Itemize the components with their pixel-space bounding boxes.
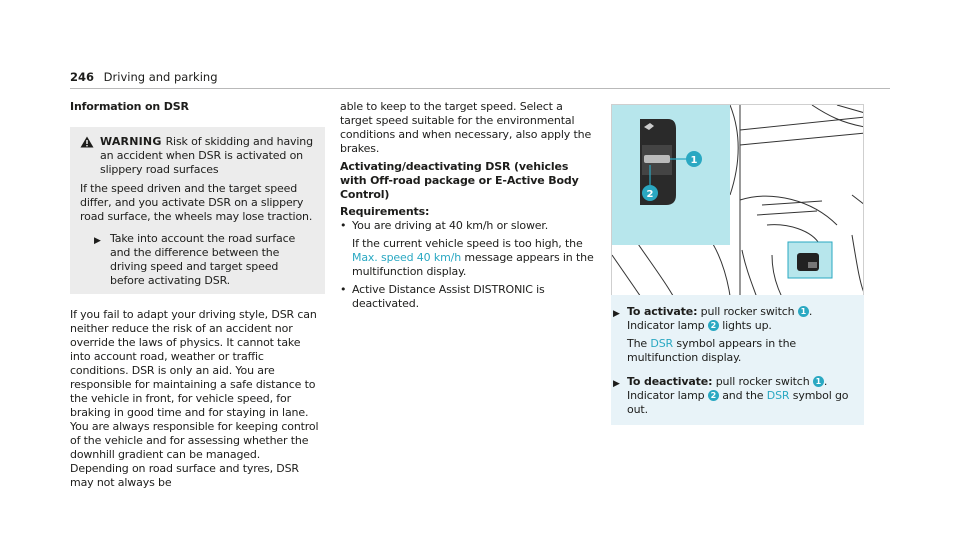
text: pull rocker switch: [715, 375, 810, 388]
column-3: [611, 295, 864, 425]
activate-label: To activate:: [627, 305, 698, 318]
bullet-icon: •: [340, 283, 347, 296]
warning-heading: Risk of skidding and having an accident when DSR is activated on slippery road surfaces: [100, 135, 313, 176]
arrow-right-icon: ▶: [94, 236, 101, 246]
deactivate-label: To deactivate:: [627, 375, 713, 388]
warning-body: If the speed driven and the target speed differ, and you activate DSR on a slippery road surface, the wheels may lose traction.: [80, 182, 313, 223]
callout-badge-1: 1: [798, 306, 809, 317]
requirements-label: Requirements:: [340, 205, 430, 218]
paragraph: able to keep to the target speed. Select a target speed suitable for the environmental conditions and when necessary, also apply the brakes.: [340, 100, 592, 155]
arrow-right-icon: ▶: [613, 379, 620, 389]
text: message appears in the multifunction display.: [352, 251, 594, 278]
text: symbol go out.: [627, 389, 849, 416]
text: and the: [722, 389, 764, 402]
bullet-text: Active Distance Assist DISTRONIC is deactivated.: [352, 283, 545, 310]
dsr-symbol-text: DSR: [650, 337, 674, 350]
list-item: [340, 283, 595, 311]
text: .: [823, 375, 828, 388]
dashboard-illustration: [611, 104, 864, 312]
callout-2: 2: [646, 189, 654, 200]
page-number: 246: [70, 70, 95, 84]
bullet-text: You are driving at 40 km/h or slower.: [352, 219, 549, 232]
column-1: [70, 100, 320, 490]
text: .: [808, 305, 813, 318]
text: lights up.: [722, 319, 772, 332]
callout-badge-2: 2: [708, 320, 719, 331]
subheading: Activating/deactivating DSR (vehicles with Off-road package or E-Active Body Control): [340, 160, 579, 201]
paragraph: If you fail to adapt your driving style, DSR can neither reduce the risk of an accident nor override the laws of physics. It cannot take into account road, weather or traffic conditions. DSR is only an aid. You are responsible for maintaining a safe distance to the vehicle in front, for vehicle speed, for braking in good time and for staying in lane.: [70, 308, 317, 419]
text: pull rocker switch: [700, 305, 795, 318]
warning-action-text: Take into account the road surface and the difference between the driving speed and target speed before activating DSR.: [110, 232, 296, 287]
text: Indicator lamp: [627, 319, 705, 332]
section-title: Information on DSR: [70, 100, 189, 113]
text: Indicator lamp: [627, 389, 705, 402]
warning-triangle-icon: [80, 136, 94, 148]
text: If the current vehicle speed is too high, the: [352, 237, 583, 250]
warning-label: WARNING: [100, 135, 162, 148]
text: symbol appears in the multifunction display.: [627, 337, 797, 364]
arrow-right-icon: ▶: [613, 309, 620, 319]
instruction-box: [611, 295, 864, 425]
header-rule: [70, 88, 890, 89]
callout-badge-1: 1: [813, 376, 824, 387]
display-message: Max. speed 40 km/h: [352, 251, 462, 264]
activate-step: [611, 305, 856, 365]
dsr-symbol-text: DSR: [766, 389, 790, 402]
warning-action: [80, 232, 315, 288]
page-header: [70, 70, 218, 84]
bullet-subtext: [352, 237, 595, 279]
bullet-icon: •: [340, 219, 347, 232]
deactivate-step: [611, 375, 856, 417]
callout-1: 1: [690, 155, 698, 166]
column-2: [340, 100, 595, 311]
list-item: [340, 219, 595, 279]
callout-badge-2: 2: [708, 390, 719, 401]
console-drawing: [612, 105, 864, 312]
chapter-title: Driving and parking: [103, 70, 218, 84]
paragraph: You are always responsible for keeping control of the vehicle and for assessing whether the downhill gradient can be managed. Depending on road surface and tyres, DSR may not always be: [70, 420, 319, 489]
text: The: [627, 337, 648, 350]
warning-box: [70, 127, 325, 294]
